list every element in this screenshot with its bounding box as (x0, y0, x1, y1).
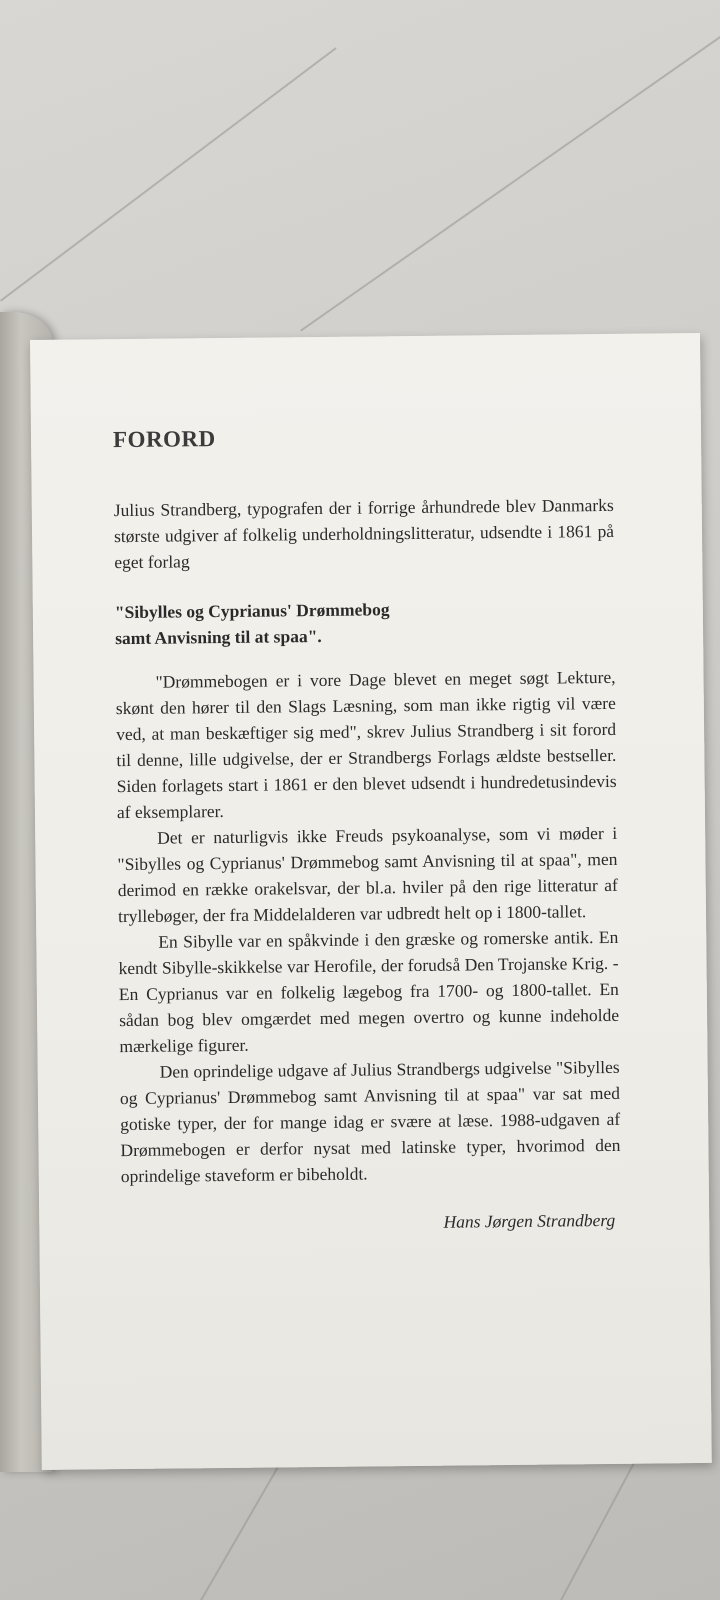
floor-plank-seam (0, 47, 337, 301)
page-text-block (113, 422, 621, 1236)
intro-paragraph: Julius Strandberg, typografen der i forrige århundrede blev Danmarks største udgiver af folkelig underholdningslitteratur, udsendte i 1861 på eget forlag (113, 494, 615, 573)
book-page (30, 333, 712, 1470)
author-signature: Hans Jørgen Strandberg (443, 1209, 616, 1232)
book-title-line: samt Anvisning til at spaa". (115, 625, 322, 649)
book-title-block (115, 594, 616, 651)
body-paragraph: "Drømmebogen er i vore Dage blevet en meget søgt Lekture, skønt den hører til den Slags Læsning, som man ikke rigtig vil være ved, at man beskæftiger sig med", skrev Julius Strandberg i sit forord til denne, lille udgivelse, der er Strandbergs Forlags ældste bestseller. Siden forlagets start i 1861 er den blevet udsendt i hundredetusindevis af eksemplarer. (115, 666, 617, 823)
page-heading: FORORD (112, 426, 216, 453)
body-paragraph: Det er naturligvis ikke Freuds psykoanalyse, som vi møder i "Sibylles og Cyprianus' Drømmebog samt Anvisning til at spaa", men derimod en række orakelsvar, der bl.a. hviler på den rige litteratur af tryllebøger, der fra Middelalderen var udbredt helt op i 1800-tallet. (117, 822, 618, 927)
floor-plank-seam (300, 32, 720, 332)
body-paragraph: En Sibylle var en spåkvinde i den græske og romerske antik. En kendt Sibylle-skikkelse var Herofile, der forudså Den Trojanske Krig. - En Cyprianus var en folkelig lægebog fra 1700- og 1800-tallet. En sådan bog blev omgærdet med megen overtro og kunne indeholde mærkelige figurer. (118, 926, 620, 1057)
book-title-line: "Sibylles og Cyprianus' Drømmebog (114, 599, 390, 623)
body-paragraph: Den oprindelige udgave af Julius Strandbergs udgivelse "Sibylles og Cyprianus' Drømmebog samt Anvisning til at spaa" var sat med gotiske typer, der for mange idag er svære at læse. 1988-udgaven af Drømmebogen er derfor nysat med latinske typer, hvorimod den oprindelige staveform er bibeholdt. (119, 1056, 621, 1187)
